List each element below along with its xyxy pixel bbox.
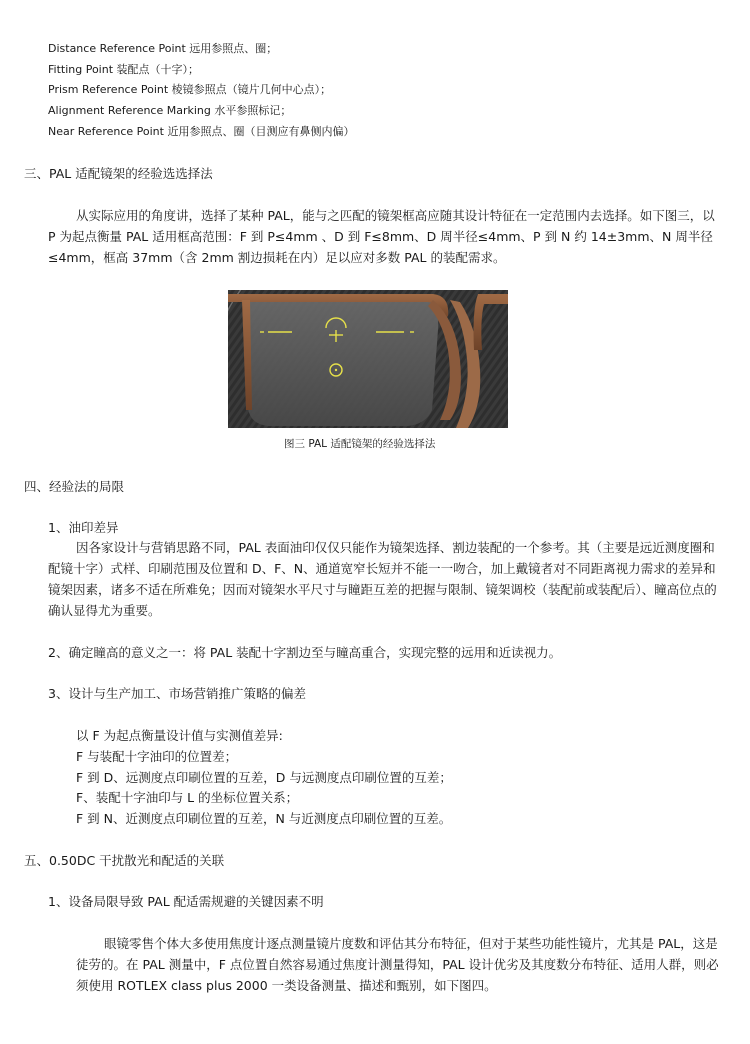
section-5-sub1-title: 1、设备局限导致 PAL 配适需规避的关键因素不明 [48, 894, 324, 909]
section-4-sub3-line-3: F 到 D、远测度点印刷位置的互差，D 与远测度点印刷位置的互差； [76, 770, 452, 785]
section-4-heading: 四、经验法的局限 [24, 479, 125, 494]
section-4-sub3-line-1: 以 F 为起点衡量设计值与实测值差异: [76, 728, 283, 743]
section-5-sub1-paragraph: 眼镜零售个体大多使用焦度计逐点测量镜片度数和评估其分布特征，但对于某些功能性镜片，尤其是 PAL，这是徒劳的。在 PAL 测量中，F 点位置自然容易通过焦度计测量得知，PAL 设计优劣及其度数分布特征、适用人群，则必须使用 ROTLEX class plus 2000 一类设备测量、描述和甄别，如下图四。 [76, 936, 719, 993]
section-5-heading: 五、0.50DC 干扰散光和配适的关联 [24, 853, 225, 868]
section-4-sub1-title: 1、油印差异 [48, 520, 119, 535]
reference-item-near: Near Reference Point 近用参照点、圈（目测应有鼻侧内偏） [48, 125, 355, 138]
reference-item-fitting: Fitting Point 装配点（十字）； [48, 63, 200, 76]
section-4-sub2-title: 2、确定瞳高的意义之一：将 PAL 装配十字割边至与瞳高重合，实现完整的远用和近读视力。 [48, 645, 562, 660]
figure-3-caption: 图三 PAL 适配镜架的经验选择法 [284, 438, 436, 450]
reference-item-prism: Prism Reference Point 棱镜参照点（镜片几何中心点）； [48, 83, 332, 96]
glasses-illustration [228, 290, 508, 428]
section-4-sub3-line-5: F 到 N、近测度点印刷位置的互差，N 与近测度点印刷位置的互差。 [76, 811, 452, 826]
figure-3-photo [228, 290, 508, 428]
reference-item-distance: Distance Reference Point 远用参照点、圈； [48, 42, 278, 55]
section-3-paragraph: 从实际应用的角度讲，选择了某种 PAL，能与之匹配的镜架框高应随其设计特征在一定范围内去选择。如下图三，以 P 为起点衡量 PAL 适用框高范围：F 到 P≤4mm 、D 到 F≤8mm、D 周半径≤4mm、P 到 N 约 14±3mm、N 周半径≤4mm，框高 37mm（含 2mm 割边损耗在内）足以应对多数 PAL 的装配需求。 [48, 208, 715, 265]
section-3-heading: 三、PAL 适配镜架的经验选选择法 [24, 166, 213, 181]
reference-item-alignment: Alignment Reference Marking 水平参照标记； [48, 104, 292, 117]
section-4-sub1-paragraph: 因各家设计与营销思路不同，PAL 表面油印仅仅只能作为镜架选择、割边装配的一个参考。其（主要是远近测度圈和配镜十字）式样、印刷范围及位置和 D、F、N、通道宽窄长短并不能一一吻合，加上戴镜者对不同距离视力需求的差异和镜架因素，诸多不适在所难免；因而对镜架水平尺寸与瞳距互差的把握与限制、镜架调校（装配前或装配后）、瞳高位点的确认显得尤为重要。 [48, 540, 717, 618]
section-4-sub3-line-4: F、装配十字油印与 L 的坐标位置关系； [76, 790, 299, 805]
section-4-sub3-title: 3、设计与生产加工、市场营销推广策略的偏差 [48, 686, 306, 701]
section-4-sub3-line-2: F 与装配十字油印的位置差； [76, 749, 238, 764]
